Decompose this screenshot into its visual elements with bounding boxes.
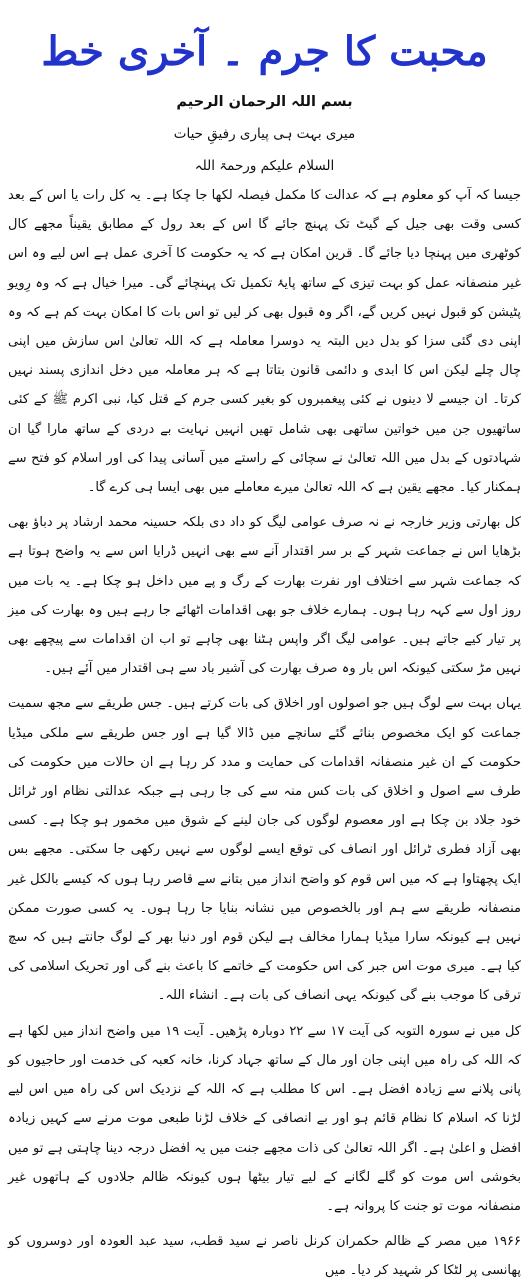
body-paragraph-4: کل میں نے سورہ التوبہ کی آیت ۱۷ سے ۲۲ دوبارہ پڑھیں۔ آیت ۱۹ میں واضح انداز میں لکھا ہے کہ اللہ کی راہ میں اپنی جان اور مال کے ساتھ جہاد کرنا، خانہ کعبہ کی خدمت اور حاجیوں کو پانی پلانے سے زیادہ افضل ہے۔ اس کا مطلب ہے کہ اللہ کے نزدیک اس کی راہ میں اس لیے لڑنا کہ اسلام کا نظام قائم ہو اور بے انصافی کے خلاف لڑنا طبعی موت مرنے سے کہیں زیادہ افضل و اعلیٰ ہے۔ اگر اللہ تعالیٰ کی ذات مجھے جنت میں یہ افضل درجہ دینا چاہتی ہے تو میں بخوشی اس موت کو گلے لگانے کے لیے تیار بیٹھا ہوں کیونکہ ظالم جلادوں کے ہاتھوں غیر منصفانہ موت تو جنت کا پروانہ ہے۔ [8, 1023, 521, 1214]
letter-body [8, 181, 521, 1286]
body-paragraph-2: کل بھارتی وزیر خارجہ نے نہ صرف عوامی لیگ کو داد دی بلکہ حسینہ محمد ارشاد پر دباؤ بھی بڑھایا اس نے جماعت شہر کے بر سر اقتدار آنے سے بھی انہیں ڈرایا اس سے یہ واضح ہوتا ہے کہ جماعت شہر سے اختلاف اور نفرت بھارت کے رگ و پے میں داخل ہو چکا ہے۔ یہ بات میں روز اول سے کہہ رہا ہوں۔ ہمارے خلاف جو بھی اقدامات اٹھائے جا رہے ہیں وہ بھارت کی میز پر تیار کیے جاتے ہیں۔ عوامی لیگ اگر واپس ہٹنا بھی چاہے تو اب ان اقدامات سے پیچھے بھی نہیں مڑ سکتی کیونکہ اس بار وہ صرف بھارت کی آشیر باد سے ہی اقتدار میں آئے ہیں۔ [8, 515, 521, 677]
salutation-line: میری بہت ہی پیاری رفیقِ حیات [173, 126, 356, 142]
body-paragraph-1: جیسا کہ آپ کو معلوم ہے کہ عدالت کا مکمل فیصلہ لکھا جا چکا ہے۔ یہ کل رات یا اس کے بعد کسی وقت بھی جیل کے گیٹ تک پہنچ جائے گا اس کے بعد رول کے مطابق یقیناً مجھے کال کوٹھری میں پہنچا دیا جائے گا۔ قرین امکان ہے کہ یہ حکومت کا آخری عمل ہے اس لیے وہ اس غیر منصفانہ عمل کو بہت تیزی کے ساتھ پایۂ تکمیل تک پہنچائے گی۔ میرا خیال ہے کہ وہ رِویو پٹیشن کو قبول نہیں کریں گے، اگر وہ قبول بھی کر لیں تو اس بات کا امکان بہت کم ہے کہ وہ اپنی دی گئی سزا کو بدل دیں البتہ یہ دوسرا معاملہ ہے کہ اللہ تعالیٰ اس سازش میں اپنی چال چلے لیکن اس کا ابدی و دائمی قانون بتاتا ہے کہ ہر معاملہ میں دخل اندازی پسند نہیں کرتا۔ ان جیسے لا دینوں نے کئی پیغمبروں کو بغیر کسی جرم کے قتل کیا، نبی اکرم ﷺ کے کئی ساتھیوں جن میں خواتین ساتھی بھی شامل تھیں انہیں نہایت بے دردی کے ساتھ مارا گیا ان شہادتوں کے بدل میں اللہ تعالیٰ نے سچائی کے راستے میں آسانی پیدا کی اور اسلام کو فتح سے ہمکنار کیا۔ مجھے یقین ہے کہ اللہ تعالیٰ میرے معاملے میں بھی ایسا ہی کرے گا۔ [8, 188, 521, 496]
bismillah-line: بسم اللہ الرحمان الرحیم [176, 94, 353, 110]
body-paragraph-3: یہاں بہت سے لوگ ہیں جو اصولوں اور اخلاق کی بات کرتے ہیں۔ جس طریقے سے مجھ سمیت جماعت کو ایک مخصوص بنائے گئے سانچے میں ڈالا گیا ہے اور جس طریقے سے ملکی میڈیا حکومت کے ان غیر منصفانہ اقدامات کی حمایت و مدد کر رہا ہے ان حالات میں حکومت کی طرف سے اصول و اخلاق کی بات کس منہ سے کی جا رہی ہے جبکہ عدالتی نظام اور ٹرائل خود جلاد بن چکا ہے اور معصوم لوگوں کی جان لینے کے شوق میں مخمور ہو چکا ہے۔ کسی بھی آزاد فطری ٹرائل اور انصاف کی توقع ایسے لوگوں سے نہیں رکھی جا سکتی۔ مجھے بس ایک پچھتاوا ہے کہ میں اس قوم کو واضح انداز میں بتانے سے قاصر رہا ہوں کہ کیسے بالکل غیر منصفانہ طریقے سے ہم اور بالخصوص میں نشانہ بنایا جا رہا ہوں۔ یہ کسی صورت ممکن نہیں ہے کیونکہ سارا میڈیا ہمارا مخالف ہے لیکن قوم اور دنیا بھر کے لوگ جانتے ہیں کہ سچ کیا ہے۔ میری موت اس جبر کی اس حکومت کے خاتمے کا باعث بنے گی اور تحریک اسلامی کی ترقی کا موجب بنے گی کیونکہ یہی انصاف کی بات ہے۔ انشاء اللہ۔ [8, 696, 521, 1004]
body-paragraph-5: ۱۹۶۶ میں مصر کے ظالم حکمران کرنل ناصر نے سید قطب، سید عبد العودہ اور دوسروں کو پھانسی پر لٹکا کر شہید کر دیا۔ میں [8, 1234, 521, 1279]
greeting-line: السلام علیکم ورحمۃ اللہ [194, 158, 335, 174]
letter-title: محبت کا جرم ۔ آخری خط [41, 28, 488, 75]
